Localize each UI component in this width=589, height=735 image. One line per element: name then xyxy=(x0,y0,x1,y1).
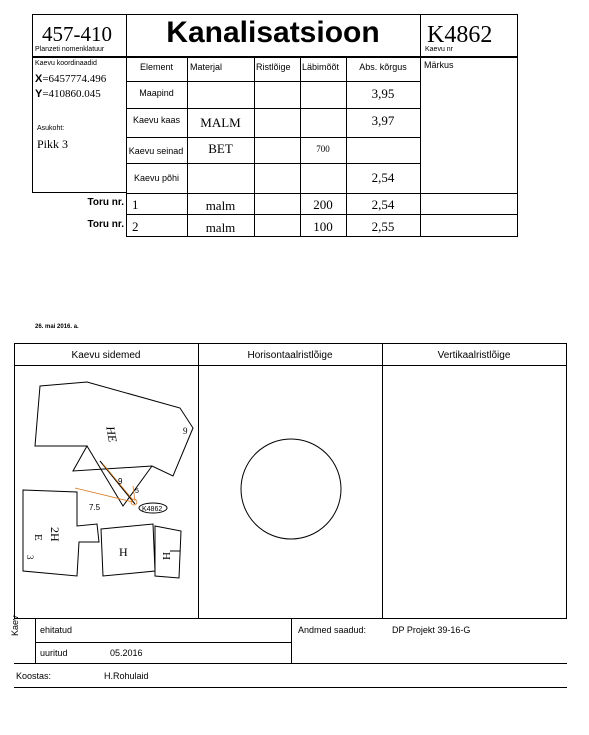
col-header-abs: Abs. kõrgus xyxy=(359,62,407,72)
table-row-materjal: BET xyxy=(208,141,233,156)
label-2h-num: 3 xyxy=(25,555,35,560)
footer-data-value: DP Projekt 39-16-G xyxy=(392,625,471,635)
coord-x-label: X xyxy=(35,73,43,85)
pipe-row-labimoot: 200 xyxy=(313,197,333,212)
table-row-element: Kaevu põhi xyxy=(133,173,180,183)
pipe-row-label: Toru nr. xyxy=(87,197,124,208)
label-2h-letter: E xyxy=(32,534,44,541)
pipe-row-abs: 2,55 xyxy=(371,219,395,234)
footer-side-label: Kaev xyxy=(10,615,20,636)
footer-row1-label: ehitatud xyxy=(40,625,73,635)
map-number: 457-410 xyxy=(42,22,112,46)
well-circle xyxy=(241,439,341,539)
dim-label-9: 9 xyxy=(118,477,123,486)
table-row-labimoot: 700 xyxy=(316,144,330,154)
sketch-drawing xyxy=(15,366,198,618)
section-title-horisontaal: Horisontaalristlõige xyxy=(247,350,333,361)
building-h xyxy=(101,524,155,576)
pipe-row-materjal: malm xyxy=(205,198,236,213)
pipe-row-nr: 2 xyxy=(132,219,139,234)
table-row-abs: 3,97 xyxy=(371,113,395,128)
section-title-sidemed: Kaevu sidemed xyxy=(71,350,141,361)
location-caption: Asukoht: xyxy=(37,125,65,132)
footer-row2-value: 05.2016 xyxy=(110,648,143,658)
page-title: Kanalisatsioon xyxy=(166,16,380,49)
footer-row2-label: uuritud xyxy=(40,648,68,658)
pipe-row-materjal: malm xyxy=(205,220,236,235)
dim-label-75: 7.5 xyxy=(89,503,101,512)
coords-caption: Kaevu koordinaadid xyxy=(35,60,97,67)
date-stamp: 26. mai 2016. a. xyxy=(35,324,79,330)
col-header-element: Element xyxy=(139,62,174,72)
well-id: K4862 xyxy=(427,22,493,48)
col-header-labimoot: Läbimõõt xyxy=(302,62,340,72)
footer-data-label: Andmed saadud: xyxy=(298,625,367,635)
pipe-row-label: Toru nr. xyxy=(87,219,124,230)
label-he-num: 9 xyxy=(183,426,188,436)
dim-label-5: 5 xyxy=(135,488,139,495)
coord-x xyxy=(35,73,106,85)
well-id-caption: Kaevu nr xyxy=(425,46,454,53)
well-marker-label: K4862 xyxy=(142,506,163,513)
location-value: Pikk 3 xyxy=(37,137,69,151)
table-row-abs: 3,95 xyxy=(371,86,395,101)
coord-y-value: =410860.045 xyxy=(42,88,101,100)
col-header-markus: Märkus xyxy=(424,60,454,70)
pipe-row-labimoot: 100 xyxy=(313,219,333,234)
label-he: HE xyxy=(103,425,120,444)
coord-y-label: Y xyxy=(35,88,43,100)
footer-koostas-label: Koostas: xyxy=(16,671,52,681)
footer-koostas-value: H.Rohulaid xyxy=(104,671,149,681)
label-h: H xyxy=(119,545,128,559)
table-row-element: Kaevu kaas xyxy=(132,115,181,125)
section-title-vertikaal: Vertikaalristlõige xyxy=(437,350,511,361)
map-number-caption: Planzeti nomenklatuur xyxy=(35,46,105,53)
pipe-row-abs: 2,54 xyxy=(371,197,395,212)
wedge-lines xyxy=(87,446,152,506)
label-2h: 2H xyxy=(48,527,62,542)
table-row-element: Kaevu seinad xyxy=(128,146,184,156)
col-header-ristloige: Ristlõige xyxy=(256,62,291,72)
pipe-row-nr: 1 xyxy=(132,197,139,212)
coord-x-value: =6457774.496 xyxy=(42,73,107,85)
horizontal-section-drawing xyxy=(239,437,343,541)
table-row-materjal: MALM xyxy=(200,115,241,130)
label-h-small: H xyxy=(160,552,172,560)
table-row-abs: 2,54 xyxy=(371,170,395,185)
col-header-materjal: Materjal xyxy=(190,62,223,72)
coord-y xyxy=(35,88,101,100)
table-row-element: Maapind xyxy=(139,88,174,98)
